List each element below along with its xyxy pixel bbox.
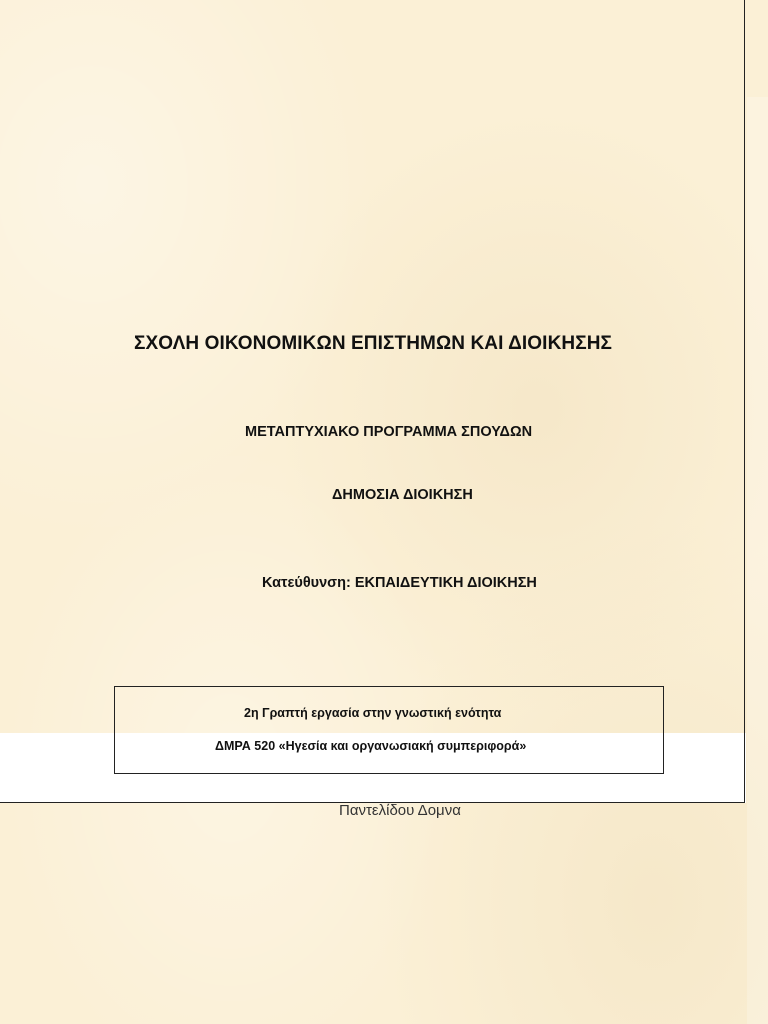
- page-edge-strip: [747, 97, 768, 1024]
- author-name: Παντελίδου Δομνα: [339, 802, 461, 819]
- school-title: ΣΧΟΛΗ ΟΙΚΟΝΟΜΙΚΩΝ ΕΠΙΣΤΗΜΩΝ ΚΑΙ ΔΙΟΙΚΗΣΗΣ: [133, 333, 613, 354]
- program-title: ΜΕΤΑΠΤΥΧΙΑΚΟ ΠΡΟΓΡΑΜΜΑ ΣΠΟΥΔΩΝ: [245, 424, 533, 440]
- assignment-title: 2η Γραπτή εργασία στην γνωστική ενότητα: [244, 706, 502, 720]
- program-name: ΔΗΜΟΣΙΑ ΔΙΟΙΚΗΣΗ: [332, 487, 473, 503]
- assignment-course: ΔΜΡΑ 520 «Ηγεσία και οργανωσιακή συμπεριφορά»: [215, 739, 527, 753]
- direction-line: Κατεύθυνση: ΕΚΠΑΙΔΕΥΤΙΚΗ ΔΙΟΙΚΗΣΗ: [262, 575, 537, 591]
- assignment-box: [114, 686, 664, 774]
